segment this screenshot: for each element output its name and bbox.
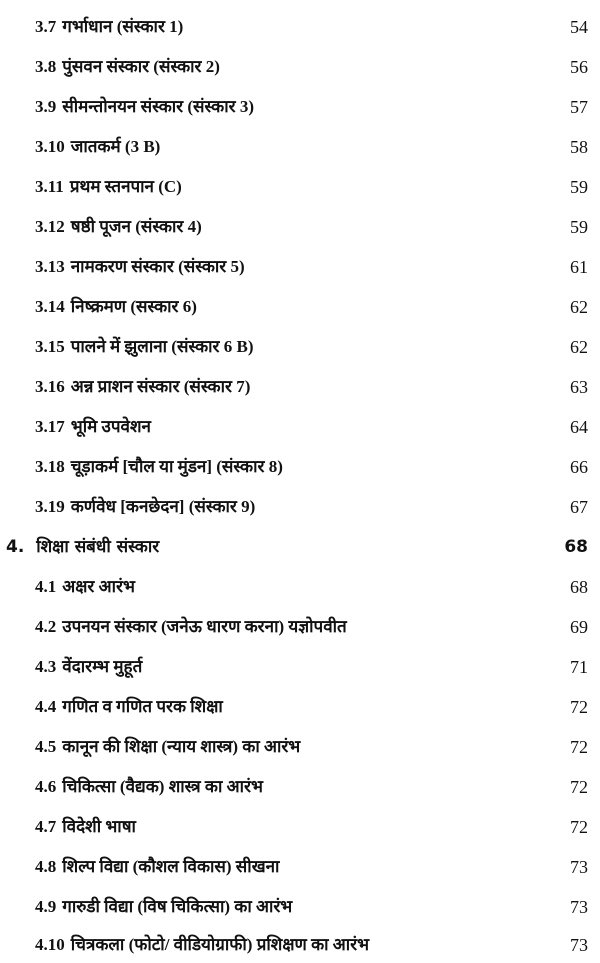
entry-page: 67 xyxy=(570,497,588,517)
entry-page: 63 xyxy=(570,377,588,397)
entry-page: 69 xyxy=(570,617,588,637)
entry-title: चूड़ाकर्म [चौल या मुंडन] (संस्कार 8) xyxy=(70,457,283,476)
toc-entry xyxy=(0,250,600,284)
toc-entry xyxy=(0,370,600,404)
entry-number: 4.9 xyxy=(35,897,57,916)
entry-number: 4.2 xyxy=(35,617,57,636)
entry-number: 3.18 xyxy=(35,457,65,476)
entry-number: 3.8 xyxy=(35,57,57,76)
entry-title: चिकित्सा (वैद्यक) शास्त्र का आरंभ xyxy=(62,777,263,796)
entry-title: विदेशी भाषा xyxy=(62,817,136,836)
entry-number: 4.6 xyxy=(35,777,57,796)
entry-number: 4.5 xyxy=(35,737,57,756)
entry-number: 4.3 xyxy=(35,657,57,676)
toc-entry xyxy=(0,610,600,644)
toc-entry xyxy=(0,890,600,924)
entry-title: निष्क्रमण (सस्कार 6) xyxy=(70,297,197,316)
entry-page: 58 xyxy=(570,137,588,157)
entry-title: सीमन्तोनयन संस्कार (संस्कार 3) xyxy=(62,97,254,116)
entry-page: 71 xyxy=(570,657,588,677)
entry-page: 59 xyxy=(570,177,588,197)
entry-number: 3.12 xyxy=(35,217,65,236)
entry-title: गर्भाधान (संस्कार 1) xyxy=(62,17,184,36)
entry-title: अक्षर आरंभ xyxy=(62,577,135,596)
entry-page: 66 xyxy=(570,457,588,477)
toc-entry xyxy=(0,850,600,884)
chapter-page: 68 xyxy=(564,537,588,557)
entry-page: 72 xyxy=(570,697,588,717)
entry-title: गणित व गणित परक शिक्षा xyxy=(62,697,223,716)
toc-entry xyxy=(0,90,600,124)
toc-entry xyxy=(0,570,600,604)
toc-entry xyxy=(0,730,600,764)
entry-page: 68 xyxy=(570,577,588,597)
toc-entry xyxy=(0,10,600,44)
entry-page: 61 xyxy=(570,257,588,277)
entry-number: 3.13 xyxy=(35,257,65,276)
chapter-number: 4. xyxy=(6,537,25,557)
toc-entry xyxy=(0,490,600,524)
toc-entry xyxy=(0,170,600,204)
entry-number: 4.1 xyxy=(35,577,57,596)
entry-number: 3.17 xyxy=(35,417,65,436)
toc-entry xyxy=(0,770,600,804)
entry-number: 4.8 xyxy=(35,857,57,876)
entry-title: गारुडी विद्या (विष चिकित्सा) का आरंभ xyxy=(62,897,293,916)
entry-number: 3.9 xyxy=(35,97,57,116)
entry-title: चित्रकला (फोटो/ वीडियोग्राफी) प्रशिक्षण का आरंभ xyxy=(70,935,370,954)
entry-number: 3.11 xyxy=(35,177,64,196)
entry-page: 72 xyxy=(570,777,588,797)
toc-entry xyxy=(0,210,600,244)
entry-page: 54 xyxy=(570,17,588,37)
entry-number: 3.10 xyxy=(35,137,65,156)
entry-title: नामकरण संस्कार (संस्कार 5) xyxy=(70,257,245,276)
entry-number: 3.19 xyxy=(35,497,65,516)
entry-number: 4.7 xyxy=(35,817,57,836)
entry-title: पालने में झुलाना (संस्कार 6 B) xyxy=(70,337,254,356)
entry-title: शिल्प विद्या (कौशल विकास) सीखना xyxy=(62,857,280,876)
entry-page: 64 xyxy=(570,417,588,437)
entry-page: 72 xyxy=(570,737,588,757)
entry-title: वेंदारम्भ मुहूर्त xyxy=(62,657,143,676)
toc-entry xyxy=(0,50,600,84)
entry-number: 4.4 xyxy=(35,697,57,716)
entry-title: भूमि उपवेशन xyxy=(70,417,151,436)
entry-page: 56 xyxy=(570,57,588,77)
entry-page: 73 xyxy=(570,897,588,917)
entry-title: जातकर्म (3 B) xyxy=(70,137,161,156)
entry-page: 72 xyxy=(570,817,588,837)
entry-number: 3.15 xyxy=(35,337,65,356)
entry-page: 62 xyxy=(570,337,588,357)
entry-title: उपनयन संस्कार (जनेऊ धारण करना) यज्ञोपवीत xyxy=(62,617,347,636)
toc-entry xyxy=(0,410,600,444)
entry-number: 3.7 xyxy=(35,17,57,36)
entry-page: 62 xyxy=(570,297,588,317)
entry-page: 59 xyxy=(570,217,588,237)
entry-title: कर्णवेध [कनछेदन] (संस्कार 9) xyxy=(70,497,256,516)
chapter-title: शिक्षा संबंधी संस्कार xyxy=(36,537,160,557)
entry-page: 57 xyxy=(570,97,588,117)
toc-entry xyxy=(0,810,600,844)
toc-chapter-heading xyxy=(0,530,600,564)
entry-title: प्रथम स्तनपान (C) xyxy=(69,177,182,196)
entry-title: षष्ठी पूजन (संस्कार 4) xyxy=(70,217,202,236)
entry-title: अन्न प्राशन संस्कार (संस्कार 7) xyxy=(70,377,251,396)
toc-entry xyxy=(0,330,600,364)
entry-title: कानून की शिक्षा (न्याय शास्त्र) का आरंभ xyxy=(62,737,301,756)
entry-page: 73 xyxy=(570,935,588,955)
toc-entry xyxy=(0,130,600,164)
toc-entry xyxy=(0,650,600,684)
entry-number: 3.14 xyxy=(35,297,65,316)
entry-number: 3.16 xyxy=(35,377,65,396)
toc-entry xyxy=(0,290,600,324)
toc-entry xyxy=(0,690,600,724)
toc-entry xyxy=(0,450,600,484)
entry-title: पुंसवन संस्कार (संस्कार 2) xyxy=(62,57,220,76)
entry-page: 73 xyxy=(570,857,588,877)
toc-entry xyxy=(0,928,600,962)
entry-number: 4.10 xyxy=(35,935,65,954)
